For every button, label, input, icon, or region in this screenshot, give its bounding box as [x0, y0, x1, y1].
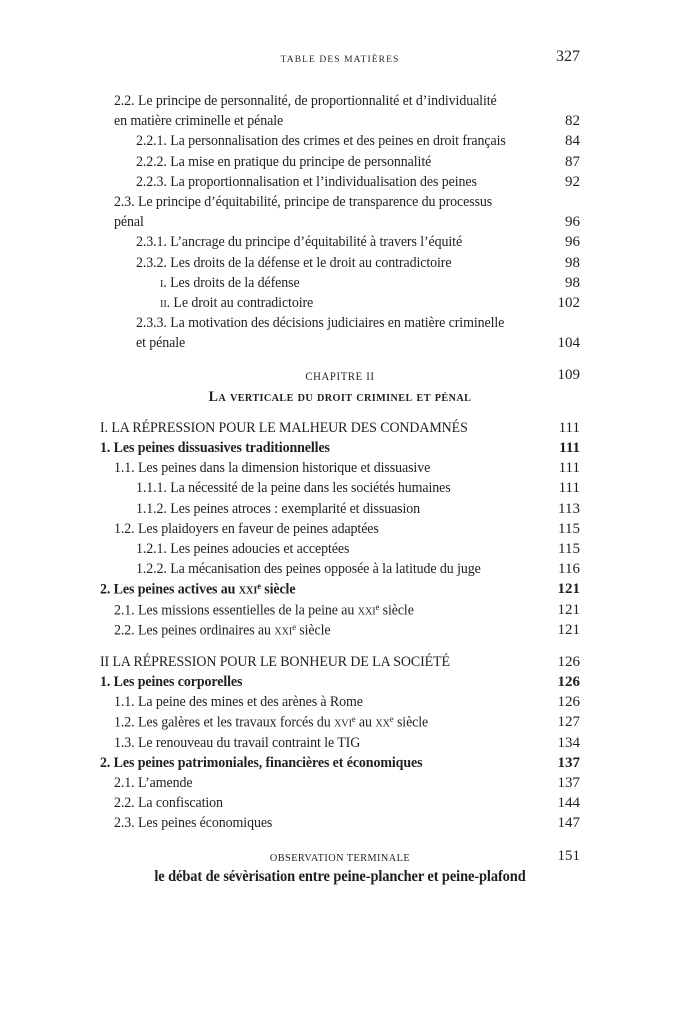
toc-entry-page: 98 — [565, 274, 580, 291]
toc-entry-page: 92 — [565, 173, 580, 190]
toc-row — [100, 460, 580, 480]
toc-entry-text: en matière criminelle et pénale — [114, 113, 284, 130]
toc-entry-text: CHAPITRE II — [305, 371, 375, 384]
toc-row — [100, 275, 580, 295]
toc-entry-text: 2.1. L’amende — [114, 775, 193, 791]
toc-entry-page: 116 — [558, 561, 580, 578]
toc-entry-page: 84 — [565, 133, 580, 150]
toc-entry-text: 1.1. Les peines dans la dimension historique et dissuasive — [114, 460, 431, 477]
page-header — [100, 48, 580, 72]
toc-entry-page: 126 — [557, 674, 580, 691]
toc-entry-text: 1.2.1. Les peines adoucies et acceptées — [136, 540, 350, 557]
toc-row — [100, 674, 580, 694]
toc-entry-page: 87 — [565, 153, 580, 170]
toc-row — [100, 315, 580, 335]
toc-entry-page: 82 — [565, 113, 580, 130]
toc-entry-page: 115 — [558, 520, 580, 537]
toc-row — [100, 255, 580, 275]
toc-entry-text: 2.3. Les peines économiques — [114, 815, 273, 832]
toc-entry-text: 2.3.1. L’ancrage du principe d’équitabilité à travers l’équité — [136, 234, 463, 251]
toc-entry-page: 121 — [557, 621, 580, 638]
toc-entry-page: 126 — [557, 694, 580, 711]
toc-entry-page: 96 — [565, 234, 580, 251]
toc-row — [100, 521, 580, 541]
toc-entry-page: 109 — [557, 367, 580, 384]
toc-row — [100, 113, 580, 133]
toc-entry-text: 2.2.2. La mise en pratique du principe de personnalité — [136, 153, 432, 170]
toc-row — [100, 654, 580, 674]
toc-row — [100, 848, 580, 868]
toc-entry-text: 2.2. La confiscation — [114, 795, 223, 812]
toc-entry-text: 1. Les peines corporelles — [100, 674, 243, 691]
toc-entry-text: II LA RÉPRESSION POUR LE BONHEUR DE LA SOCIÉTÉ — [100, 653, 450, 670]
toc-entry-page: 151 — [557, 847, 580, 864]
toc-entry-page: 104 — [557, 335, 580, 352]
toc-entry-page: 127 — [557, 714, 580, 731]
toc-row — [100, 561, 580, 581]
toc-entry-page: 102 — [557, 294, 580, 311]
toc-row — [100, 194, 580, 214]
toc-row — [100, 755, 580, 775]
toc-entry-text: 2.2.3. La proportionnalisation et l’individualisation des peines — [136, 173, 477, 190]
toc-entry-text: 1.1.2. Les peines atroces : exemplarité et dissuasion — [136, 500, 421, 517]
toc-entry-text: 1.1. La peine des mines et des arènes à Rome — [114, 694, 363, 711]
toc-row — [100, 541, 580, 561]
toc-entry-text: I. LA RÉPRESSION POUR LE MALHEUR DES CONDAMNÉS — [100, 419, 468, 436]
toc-entry-page: 137 — [557, 754, 580, 771]
toc-entry-text: 2.2.1. La personnalisation des crimes et des peines en droit français — [136, 133, 506, 150]
toc-entry-page: 147 — [557, 815, 580, 832]
toc-row — [100, 154, 580, 174]
toc-row — [100, 622, 580, 642]
toc-row — [100, 868, 580, 888]
toc-row — [100, 335, 580, 355]
toc-entry-text: 2.1. Les missions essentielles de la peine au xxi$^e$ siècle — [114, 601, 414, 618]
toc-row — [100, 133, 580, 153]
toc-entry-text: 1.2.2. La mécanisation des peines opposée à la latitude du juge — [136, 561, 481, 578]
toc-row — [100, 367, 580, 387]
toc-entry-text: 2.2. Les peines ordinaires au xxi$^e$ siècle — [114, 621, 331, 639]
toc-entry-text: 2. Les peines patrimoniales, financières et économiques — [100, 754, 423, 771]
toc-entry-text: pénal — [114, 214, 144, 231]
toc-row — [100, 815, 580, 835]
toc-row — [100, 775, 580, 795]
toc-entry-text: ii. Le droit au contradictoire — [160, 294, 314, 311]
toc-row — [100, 694, 580, 714]
toc-entry-text: 1.1.1. La nécessité de la peine dans les sociétés humaines — [136, 480, 451, 497]
toc-entry-page: 113 — [558, 500, 580, 517]
toc-entry-page: 111 — [558, 480, 580, 497]
toc-row — [100, 295, 580, 315]
toc-row — [100, 501, 580, 521]
toc-entry-text: La verticale du droit criminel et pénal — [208, 388, 472, 405]
toc-row — [100, 581, 580, 601]
toc-entry-text: 2.3. Le principe d’équitabilité, principe de transparence du processus — [114, 193, 493, 210]
toc-entry-page: 121 — [557, 601, 580, 618]
toc-entry-page: 134 — [557, 734, 580, 751]
toc-row — [100, 714, 580, 734]
toc-entry-text: 1.3. Le renouveau du travail contraint le TIG — [114, 734, 361, 751]
toc-row — [100, 602, 580, 622]
toc-entry-text: 2.2. Le principe de personnalité, de proportionnalité et d’individualité — [114, 93, 497, 109]
toc-entry-text: 2.3.3. La motivation des décisions judiciaires en matière criminelle — [136, 315, 505, 332]
toc-entry-page: 115 — [558, 540, 580, 557]
toc-entry-text: et pénale — [136, 335, 186, 352]
toc-entry-page: 126 — [557, 653, 580, 670]
toc-row — [100, 440, 580, 460]
toc-entry-text: 1.2. Les plaidoyers en faveur de peines adaptées — [114, 520, 379, 537]
toc-entry-page: 121 — [557, 581, 580, 598]
toc-entry-text: 1. Les peines dissuasives traditionnelles — [100, 440, 330, 456]
toc-row — [100, 388, 580, 408]
toc-entry-text: 2. Les peines actives au xxi$^e$ siècle — [100, 581, 296, 598]
toc-entry-page: 111 — [558, 460, 580, 477]
toc-entry-text: i. Les droits de la défense — [160, 274, 300, 291]
toc-row — [100, 174, 580, 194]
toc-entry-text: OBSERVATION TERMINALE — [269, 851, 411, 864]
page-number: 327 — [556, 48, 580, 65]
toc-entry-text: 2.3.2. Les droits de la défense et le droit au contradictoire — [136, 254, 452, 271]
toc-entry-page: 137 — [557, 775, 580, 791]
toc-row — [100, 735, 580, 755]
table-of-contents — [100, 93, 580, 888]
toc-row — [100, 420, 580, 440]
toc-entry-page: 144 — [557, 795, 580, 812]
toc-entry-text: 1.2. Les galères et les travaux forcés du xvi$^e$ au $xx^e$ siècle — [114, 714, 429, 731]
toc-entry-text: le débat de sévèrisation entre peine-plancher et peine-plafond — [154, 867, 526, 885]
toc-entry-page: 96 — [565, 214, 580, 231]
toc-row — [100, 795, 580, 815]
toc-entry-page: 111 — [558, 419, 580, 436]
toc-entry-page: 111 — [559, 440, 580, 456]
toc-row — [100, 480, 580, 500]
toc-entry-page: 98 — [565, 254, 580, 271]
toc-row — [100, 214, 580, 234]
toc-row — [100, 93, 580, 113]
running-title: TABLE DES MATIÈRES — [280, 55, 400, 65]
toc-row — [100, 234, 580, 254]
